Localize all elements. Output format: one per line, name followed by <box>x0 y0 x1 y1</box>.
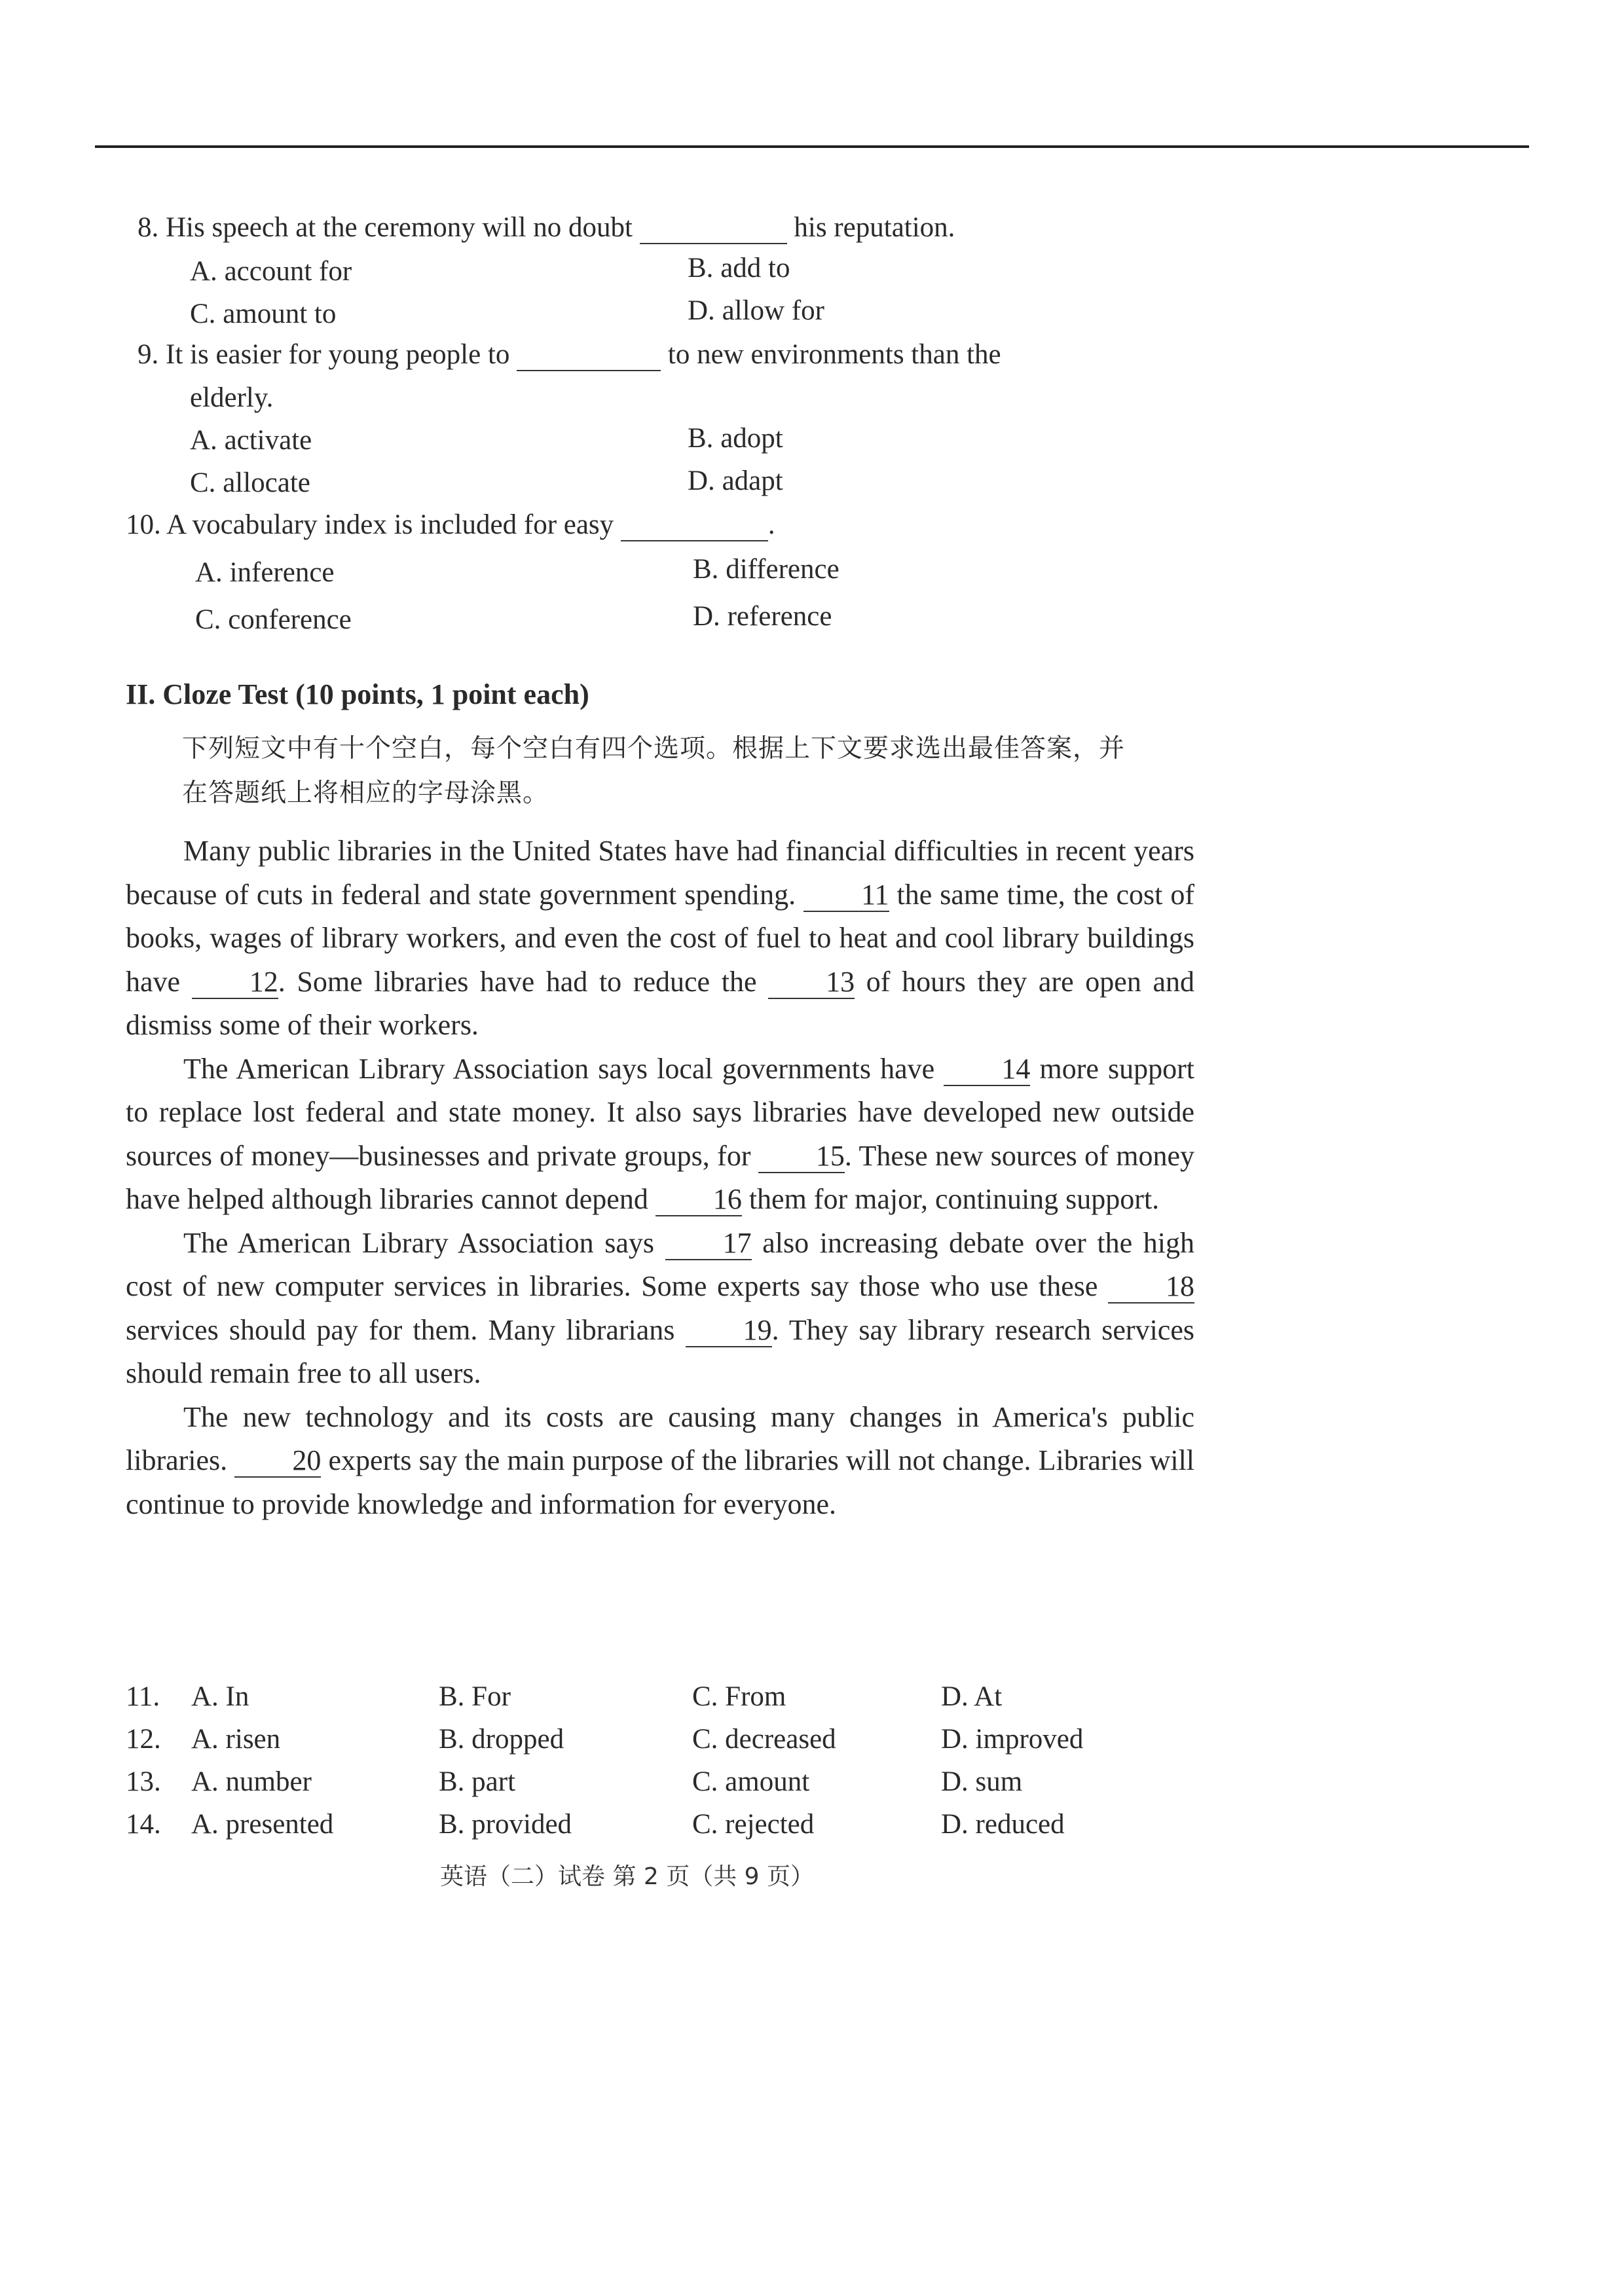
passage-text: The American Library Association says local governments have <box>183 1052 935 1085</box>
row-option-a: A. number <box>191 1766 312 1797</box>
row-option-c: C. amount <box>692 1766 810 1797</box>
question-stem: It is easier for young people to <box>166 339 510 370</box>
row-option-b: B. part <box>439 1766 516 1797</box>
option-text: amount to <box>223 299 337 329</box>
page-footer: 英语（二）试卷 第 2 页（共 9 页） <box>440 1863 815 1890</box>
answer-row-11 <box>126 1681 1239 1720</box>
answer-row-14 <box>126 1808 1239 1848</box>
option-text: difference <box>726 554 840 585</box>
question-stem-end: his reputation. <box>794 212 955 243</box>
row-number: 14. <box>126 1809 161 1840</box>
question-number: 8. <box>138 212 159 243</box>
section-heading: II. Cloze Test (10 points, 1 point each) <box>126 678 589 710</box>
answer-row-12 <box>126 1723 1239 1762</box>
option-text: adapt <box>722 465 783 496</box>
row-option-c: C. rejected <box>692 1809 815 1840</box>
passage-text: The American Library Association says <box>183 1226 654 1259</box>
question-8 <box>138 208 955 247</box>
row-number: 12. <box>126 1724 161 1755</box>
passage-paragraph-4 <box>126 1396 1194 1527</box>
answer-blank <box>640 212 787 244</box>
passage-text: of hours they are open and dismiss some of their workers. <box>126 965 1195 1041</box>
blank-15: 15 <box>758 1140 845 1173</box>
option-8c <box>190 295 336 334</box>
row-number: 11. <box>126 1681 160 1712</box>
option-letter: B. <box>688 423 714 454</box>
option-letter: C. <box>190 299 216 329</box>
option-text: adopt <box>720 423 783 454</box>
top-rule <box>95 145 1529 148</box>
passage-text: . Some libraries have had to reduce the <box>278 965 757 998</box>
blank-20: 20 <box>234 1445 321 1478</box>
option-9d <box>688 462 783 501</box>
instruction-line-2: 在答题纸上将相应的字母涂黑。 <box>182 778 549 808</box>
row-option-d: D. reduced <box>941 1809 1065 1840</box>
option-9b <box>688 419 783 458</box>
option-letter: B. <box>688 253 714 283</box>
option-letter: C. <box>195 604 221 635</box>
row-option-a: A. risen <box>191 1724 281 1755</box>
passage-text: them for major, continuing support. <box>748 1183 1160 1215</box>
passage-text: services should pay for them. Many librarians <box>126 1313 675 1346</box>
row-option-d: D. sum <box>941 1766 1023 1797</box>
option-letter: A. <box>190 256 217 287</box>
row-option-b: B. For <box>439 1681 511 1712</box>
passage-paragraph-3 <box>126 1222 1194 1396</box>
option-text: allow for <box>722 295 824 326</box>
row-option-a: A. presented <box>191 1809 334 1840</box>
answer-row-13 <box>126 1766 1239 1805</box>
option-8a <box>190 252 352 291</box>
passage-text: . They say library research services should remain free to all users. <box>126 1313 1194 1389</box>
option-10a <box>195 553 335 592</box>
question-9-continued <box>190 378 273 418</box>
option-10d <box>693 597 832 636</box>
option-letter: A. <box>195 557 223 588</box>
question-number: 10. <box>126 509 161 540</box>
cloze-passage <box>126 829 1194 1526</box>
instruction-line-1: 下列短文中有十个空白，每个空白有四个选项。根据上下文要求选出最佳答案，并 <box>182 734 1126 763</box>
answer-blank <box>517 339 661 371</box>
passage-text: more support to replace lost federal and state money. It also says libraries have developed new outside sources of money—businesses and private groups, for <box>126 1052 1194 1172</box>
option-text: activate <box>224 425 312 456</box>
row-option-d: D. At <box>941 1681 1003 1712</box>
row-option-a: A. In <box>191 1681 249 1712</box>
blank-13: 13 <box>768 966 855 999</box>
blank-17: 17 <box>665 1228 752 1260</box>
option-9c <box>190 464 310 503</box>
blank-11: 11 <box>803 879 889 912</box>
option-text: account for <box>224 256 352 287</box>
option-text: reference <box>727 601 832 632</box>
passage-text: also increasing debate over the high cost of new computer services in libraries. Some experts say those who use these <box>126 1226 1195 1302</box>
question-10 <box>126 505 775 545</box>
passage-text: The new technology and its costs are causing many changes in America's public libraries. <box>126 1400 1194 1476</box>
answer-blank <box>621 509 768 541</box>
blank-14: 14 <box>944 1053 1030 1086</box>
option-letter: D. <box>688 465 715 496</box>
question-stem-end: to new environments than the <box>667 339 1001 370</box>
option-9a <box>190 421 312 460</box>
row-number: 13. <box>126 1766 161 1797</box>
row-option-d: D. improved <box>941 1724 1084 1755</box>
option-8b <box>688 249 790 288</box>
blank-12: 12 <box>192 966 278 999</box>
row-option-b: B. provided <box>439 1809 572 1840</box>
row-option-c: C. decreased <box>692 1724 836 1755</box>
row-option-c: C. From <box>692 1681 786 1712</box>
passage-text: experts say the main purpose of the libraries will not change. Libraries will continue to provide knowledge and information for everyone. <box>126 1444 1195 1520</box>
question-number: 9. <box>138 339 159 370</box>
blank-16: 16 <box>655 1184 742 1216</box>
option-10c <box>195 600 352 640</box>
option-letter: A. <box>190 425 217 456</box>
blank-19: 19 <box>686 1315 772 1347</box>
question-stem: A vocabulary index is included for easy <box>166 509 614 540</box>
option-text: conference <box>228 604 352 635</box>
option-letter: C. <box>190 467 216 498</box>
option-letter: D. <box>693 601 720 632</box>
passage-text: Many public libraries in the United States have had financial difficulties in recent years because of cuts in federal and state government spending. <box>126 835 1194 911</box>
passage-text: the same time, the cost of books, wages of library workers, and even the cost of fuel to heat and cool library buildings have <box>126 878 1195 998</box>
option-10b <box>693 550 840 589</box>
option-text: inference <box>229 557 335 588</box>
option-letter: B. <box>693 554 719 585</box>
passage-paragraph-1 <box>126 829 1194 1048</box>
option-8d <box>688 291 824 331</box>
option-letter: D. <box>688 295 715 326</box>
passage-paragraph-2 <box>126 1048 1194 1222</box>
option-text: allocate <box>223 467 310 498</box>
row-option-b: B. dropped <box>439 1724 564 1755</box>
question-9 <box>138 335 1001 374</box>
option-text: add to <box>720 253 790 283</box>
question-stem-end: . <box>767 509 775 540</box>
passage-text: . These new sources of money have helped although libraries cannot depend <box>126 1139 1194 1215</box>
question-stem-line2: elderly. <box>190 382 274 413</box>
blank-18: 18 <box>1108 1271 1194 1303</box>
question-stem: His speech at the ceremony will no doubt <box>166 212 633 243</box>
